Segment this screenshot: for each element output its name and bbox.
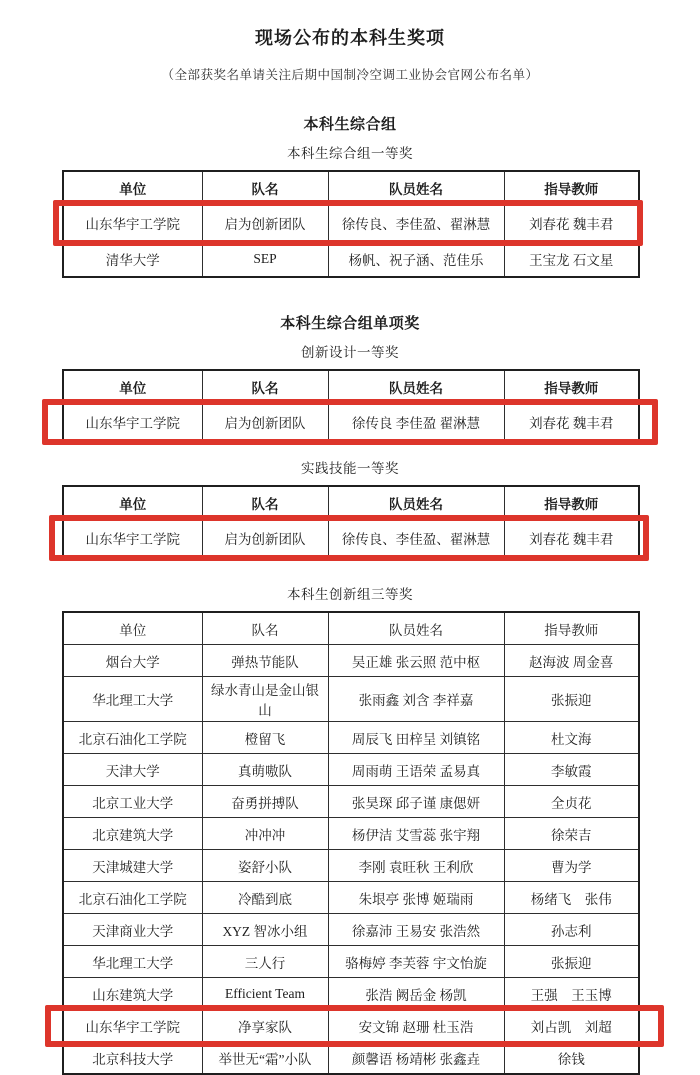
table-cell: 全贞花 — [504, 786, 639, 818]
table-cell: 李敏霞 — [504, 754, 639, 786]
table-cell: 举世无“霜”小队 — [202, 1042, 328, 1075]
table-head — [63, 612, 639, 645]
table-cell: 启为创新团队 — [202, 404, 328, 441]
award-section — [0, 113, 700, 278]
table-cell: 周雨萌 王语荣 孟易真 — [328, 754, 504, 786]
table-cell: 杨伊洁 艾雪蕊 张宇翔 — [328, 818, 504, 850]
table-row — [63, 786, 639, 818]
table-cell: 徐传良、李佳盈、翟淋慧 — [328, 520, 504, 557]
table-cell: 真萌嗷队 — [202, 754, 328, 786]
table-row — [63, 404, 639, 441]
table-cell: 吴正雄 张云照 范中枢 — [328, 645, 504, 677]
table-cell: 颜馨语 杨靖彬 张鑫垚 — [328, 1042, 504, 1075]
table-cell: 王宝龙 石文星 — [504, 241, 639, 278]
table-cell: 刘占凯 刘超 — [504, 1010, 639, 1042]
table-header-cell: 队员姓名 — [328, 486, 504, 520]
table-row — [63, 978, 639, 1010]
table-cell: 启为创新团队 — [202, 205, 328, 241]
table-cell: 徐钱 — [504, 1042, 639, 1075]
table-cell: 张浩 阙岳金 杨凯 — [328, 978, 504, 1010]
table-cell: 烟台大学 — [63, 645, 202, 677]
table-cell: 姿舒小队 — [202, 850, 328, 882]
table-header-cell: 指导教师 — [504, 486, 639, 520]
table-cell: 山东华宇工学院 — [63, 520, 202, 557]
table-cell: 山东建筑大学 — [63, 978, 202, 1010]
table-header-cell: 队员姓名 — [328, 370, 504, 404]
table-cell: 天津商业大学 — [63, 914, 202, 946]
table-cell: 张振迎 — [504, 677, 639, 722]
table-cell: 奋勇拼搏队 — [202, 786, 328, 818]
table-cell: XYZ 智冰小组 — [202, 914, 328, 946]
table-cell: 启为创新团队 — [202, 520, 328, 557]
table-header-cell: 指导教师 — [504, 612, 639, 645]
table-cell: 橙留飞 — [202, 722, 328, 754]
award-section — [0, 583, 700, 1075]
table-head — [63, 370, 639, 404]
table-cell: 李刚 袁旺秋 王利欣 — [328, 850, 504, 882]
table-cell: 骆梅婷 李芙蓉 宇文怡旋 — [328, 946, 504, 978]
table-row — [63, 645, 639, 677]
table-wrapper — [62, 485, 638, 557]
page-subtitle: （全部获奖名单请关注后期中国制冷空调工业协会官网公布名单） — [161, 68, 539, 82]
table-row — [63, 241, 639, 278]
table-cell: 弹热节能队 — [202, 645, 328, 677]
table-header-cell: 队名 — [202, 486, 328, 520]
table-cell: 天津城建大学 — [63, 850, 202, 882]
table-cell: 北京科技大学 — [63, 1042, 202, 1075]
table-cell: 北京工业大学 — [63, 786, 202, 818]
table-row — [63, 754, 639, 786]
table-cell: 徐嘉沛 王易安 张浩然 — [328, 914, 504, 946]
table-cell: 周辰飞 田梓呈 刘镇铭 — [328, 722, 504, 754]
table-cell: 赵海波 周金喜 — [504, 645, 639, 677]
table-cell: 徐传良、李佳盈、翟淋慧 — [328, 205, 504, 241]
awards-table — [62, 369, 640, 441]
awards-table — [62, 611, 640, 1075]
table-body — [63, 205, 639, 278]
table-header-cell: 队名 — [202, 612, 328, 645]
table-cell: 徐荣吉 — [504, 818, 639, 850]
table-header-cell: 队员姓名 — [328, 171, 504, 205]
table-row — [63, 722, 639, 754]
table-header-cell: 单位 — [63, 612, 202, 645]
table-row — [63, 914, 639, 946]
table-cell: 张雨鑫 刘含 李祥嘉 — [328, 677, 504, 722]
table-cell: 北京建筑大学 — [63, 818, 202, 850]
table-header-cell: 单位 — [63, 486, 202, 520]
group-heading: 本科生综合组单项奖 — [280, 316, 420, 332]
table-header-cell: 队名 — [202, 171, 328, 205]
award-heading: 本科生创新组三等奖 — [287, 587, 413, 602]
table-cell: 刘春花 魏丰君 — [504, 404, 639, 441]
table-header-cell: 指导教师 — [504, 370, 639, 404]
table-header-row — [63, 370, 639, 404]
table-cell: 朱垠亭 张博 姬瑞雨 — [328, 882, 504, 914]
table-cell: 冷酷到底 — [202, 882, 328, 914]
table-cell: 安文锦 赵珊 杜玉浩 — [328, 1010, 504, 1042]
table-wrapper — [62, 170, 638, 278]
table-wrapper — [62, 369, 638, 441]
table-cell: 张昊琛 邱子谨 康偲妍 — [328, 786, 504, 818]
table-cell: 曹为学 — [504, 850, 639, 882]
page-title: 现场公布的本科生奖项 — [255, 28, 445, 48]
table-body — [63, 645, 639, 1075]
awards-table — [62, 485, 640, 557]
table-row — [63, 1042, 639, 1075]
table-row — [63, 882, 639, 914]
table-header-cell: 队名 — [202, 370, 328, 404]
award-heading: 实践技能一等奖 — [301, 461, 399, 476]
table-head — [63, 171, 639, 205]
table-header-row — [63, 612, 639, 645]
table-cell: 张振迎 — [504, 946, 639, 978]
table-cell: 杨帆、祝子涵、范佳乐 — [328, 241, 504, 278]
table-cell: Efficient Team — [202, 978, 328, 1010]
table-cell: 北京石油化工学院 — [63, 722, 202, 754]
table-header-cell: 指导教师 — [504, 171, 639, 205]
award-heading: 本科生综合组一等奖 — [287, 146, 413, 161]
table-body — [63, 404, 639, 441]
table-row — [63, 850, 639, 882]
group-heading: 本科生综合组 — [303, 117, 397, 133]
table-cell: 徐传良 李佳盈 翟淋慧 — [328, 404, 504, 441]
table-header-cell: 队员姓名 — [328, 612, 504, 645]
table-cell: 北京石油化工学院 — [63, 882, 202, 914]
table-cell: 华北理工大学 — [63, 677, 202, 722]
table-header-cell: 单位 — [63, 370, 202, 404]
table-cell: 杜文海 — [504, 722, 639, 754]
table-cell: 三人行 — [202, 946, 328, 978]
table-cell: 清华大学 — [63, 241, 202, 278]
table-cell: 绿水青山是金山银山 — [202, 677, 328, 722]
table-row — [63, 1010, 639, 1042]
table-body — [63, 520, 639, 557]
table-row — [63, 205, 639, 241]
table-cell: SEP — [202, 241, 328, 278]
awards-table — [62, 170, 640, 278]
table-header-cell: 单位 — [63, 171, 202, 205]
table-wrapper — [62, 611, 638, 1075]
award-section — [0, 312, 700, 441]
table-row — [63, 677, 639, 722]
table-row — [63, 520, 639, 557]
table-cell: 天津大学 — [63, 754, 202, 786]
table-cell: 山东华宇工学院 — [63, 1010, 202, 1042]
table-row — [63, 818, 639, 850]
table-cell: 刘春花 魏丰君 — [504, 520, 639, 557]
award-section — [0, 457, 700, 557]
table-head — [63, 486, 639, 520]
table-cell: 杨绪飞 张伟 — [504, 882, 639, 914]
table-cell: 净享家队 — [202, 1010, 328, 1042]
table-header-row — [63, 171, 639, 205]
table-cell: 华北理工大学 — [63, 946, 202, 978]
table-cell: 冲冲冲 — [202, 818, 328, 850]
table-cell: 刘春花 魏丰君 — [504, 205, 639, 241]
table-cell: 王强 王玉博 — [504, 978, 639, 1010]
table-row — [63, 946, 639, 978]
table-cell: 孙志利 — [504, 914, 639, 946]
table-cell: 山东华宇工学院 — [63, 205, 202, 241]
table-cell: 山东华宇工学院 — [63, 404, 202, 441]
table-header-row — [63, 486, 639, 520]
award-heading: 创新设计一等奖 — [301, 345, 399, 360]
